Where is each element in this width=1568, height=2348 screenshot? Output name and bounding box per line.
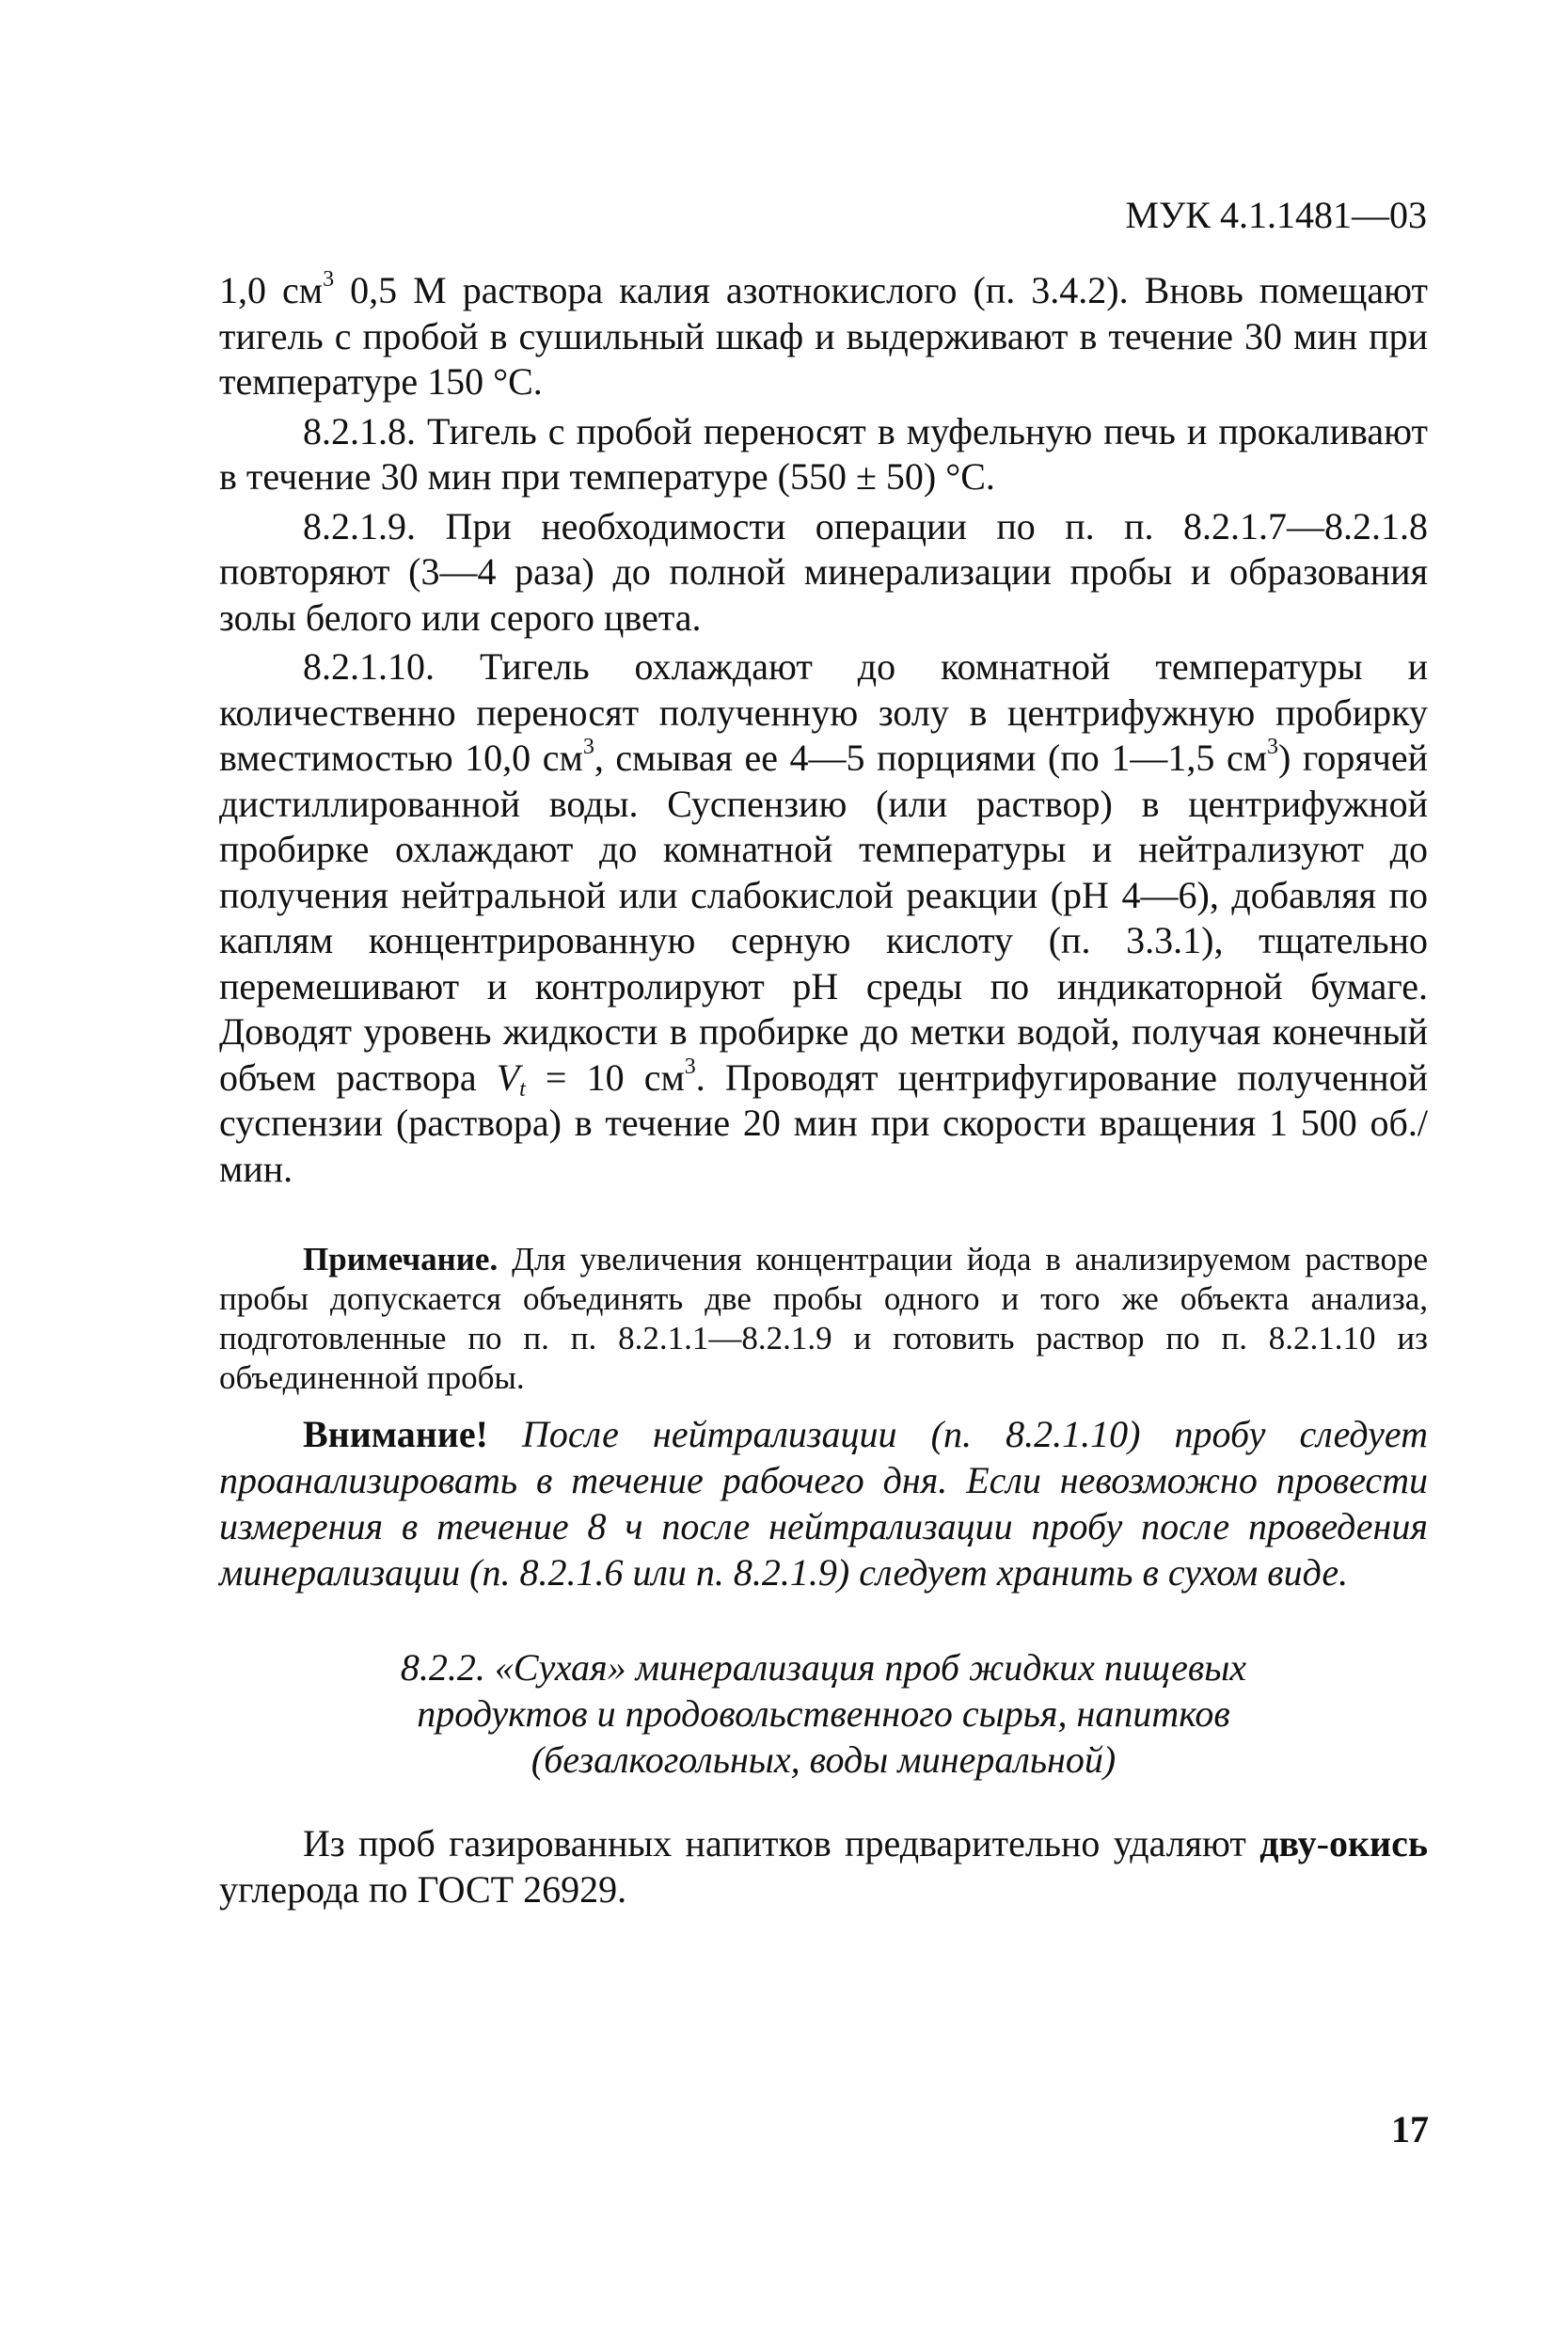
text-span: = 10 см bbox=[525, 1055, 685, 1099]
text-span: 1,0 см bbox=[219, 269, 324, 311]
warning-label: Внимание! bbox=[303, 1413, 488, 1455]
superscript: 3 bbox=[684, 1054, 696, 1079]
superscript: 3 bbox=[323, 267, 335, 292]
final-paragraph bbox=[219, 1820, 1428, 1912]
warning-block bbox=[219, 1411, 1428, 1595]
paragraph-8-2-1-9: 8.2.1.9. При необходимости операции по п. п. 8.2.1.7—8.2.1.8 повторяют (3—4 раза) до полной минерализации пробы и образования золы белого или серого цвета. bbox=[219, 504, 1428, 639]
note-label: Примечание. bbox=[303, 1241, 499, 1277]
note-block bbox=[219, 1240, 1428, 1398]
main-text-block bbox=[219, 268, 1428, 1192]
subsection-heading-line: 8.2.2. «Сухая» минерализация проб жидких пищевых bbox=[400, 1646, 1247, 1689]
text-span: Из проб газированных напитков предварительно удаляют bbox=[303, 1822, 1260, 1864]
text-span: углерода по ГОСТ 26929. bbox=[219, 1868, 627, 1911]
subscript-t: t bbox=[519, 1076, 526, 1102]
paragraph-8-2-1-10 bbox=[219, 644, 1428, 1192]
paragraph-8-2-1-8: 8.2.1.8. Тигель с пробой переносят в муфельную печь и прокаливают в течение 30 мин при температуре (550 ± 50) °С. bbox=[219, 409, 1428, 498]
superscript: 3 bbox=[582, 735, 594, 759]
subsection-heading-line: (безалкогольных, воды минеральной) bbox=[531, 1738, 1117, 1781]
warning-text: После нейтрализации (п. 8.2.1.10) пробу следует проанализировать в течение рабочего дня. Если невозможно провести измерения в течение 8 ч после нейтрализации пробу после проведения минерализации (п. 8.2.1.6 или п. 8.2.1.9) следует хранить в сухом виде. bbox=[219, 1413, 1428, 1594]
superscript: 3 bbox=[1267, 735, 1279, 759]
text-span: . Проводят центрифугирование полученной суспензии (раствора) в течение 20 мин при скорости вращения 1 500 об./мин. bbox=[219, 1055, 1429, 1190]
note-text: Для увеличения концентрации йода в анализируемом растворе пробы допускается объединять две пробы одного и того же объекта анализа, подготовленные по п. п. 8.2.1.1—8.2.1.9 и готовить раствор по п. 8.2.1.10 из объединенной пробы. bbox=[219, 1241, 1428, 1396]
subsection-heading bbox=[219, 1644, 1428, 1783]
text-span: 8.2.1.10. Тигель охлаждают до комнатной температуры и количественно переносят полученную золу в центрифужную пробирку вместимостью 10,0 см bbox=[219, 645, 1428, 779]
hyphen: - bbox=[1316, 1822, 1329, 1864]
subsection-heading-line: продуктов и продовольственного сырья, напитков bbox=[417, 1692, 1230, 1735]
document-code-header: МУК 4.1.1481—03 bbox=[1125, 194, 1427, 236]
text-span: 0,5 М раствора калия азотнокислого (п. 3.4.2). Вновь помещают тигель с пробой в сушильный шкаф и выдерживают в течение 30 мин при температуре 150 °С. bbox=[219, 269, 1428, 403]
paragraph-continuation bbox=[219, 268, 1428, 405]
text-span: ) горячей дистиллированной воды. Суспензию (или раствор) в центрифужной пробирке охлаждают до комнатной температуры и нейтрализуют до получения нейтральной или слабокислой реакции (рН 4—6), добавляя по каплям концентрированную серную кислоту (п. 3.3.1), тщательно перемешивают и контролируют рН среды по индикаторной бумаге. Доводят уровень жидкости в пробирке до метки водой, получая конечный объем раствора bbox=[219, 737, 1429, 1099]
variable-v: V bbox=[496, 1055, 520, 1099]
text-span: , смывая ее 4—5 порциями (по 1—1,5 см bbox=[594, 737, 1268, 779]
bold-fragment: окись bbox=[1329, 1822, 1428, 1864]
page-number: 17 bbox=[1391, 2108, 1429, 2150]
bold-fragment: дву bbox=[1259, 1822, 1317, 1864]
